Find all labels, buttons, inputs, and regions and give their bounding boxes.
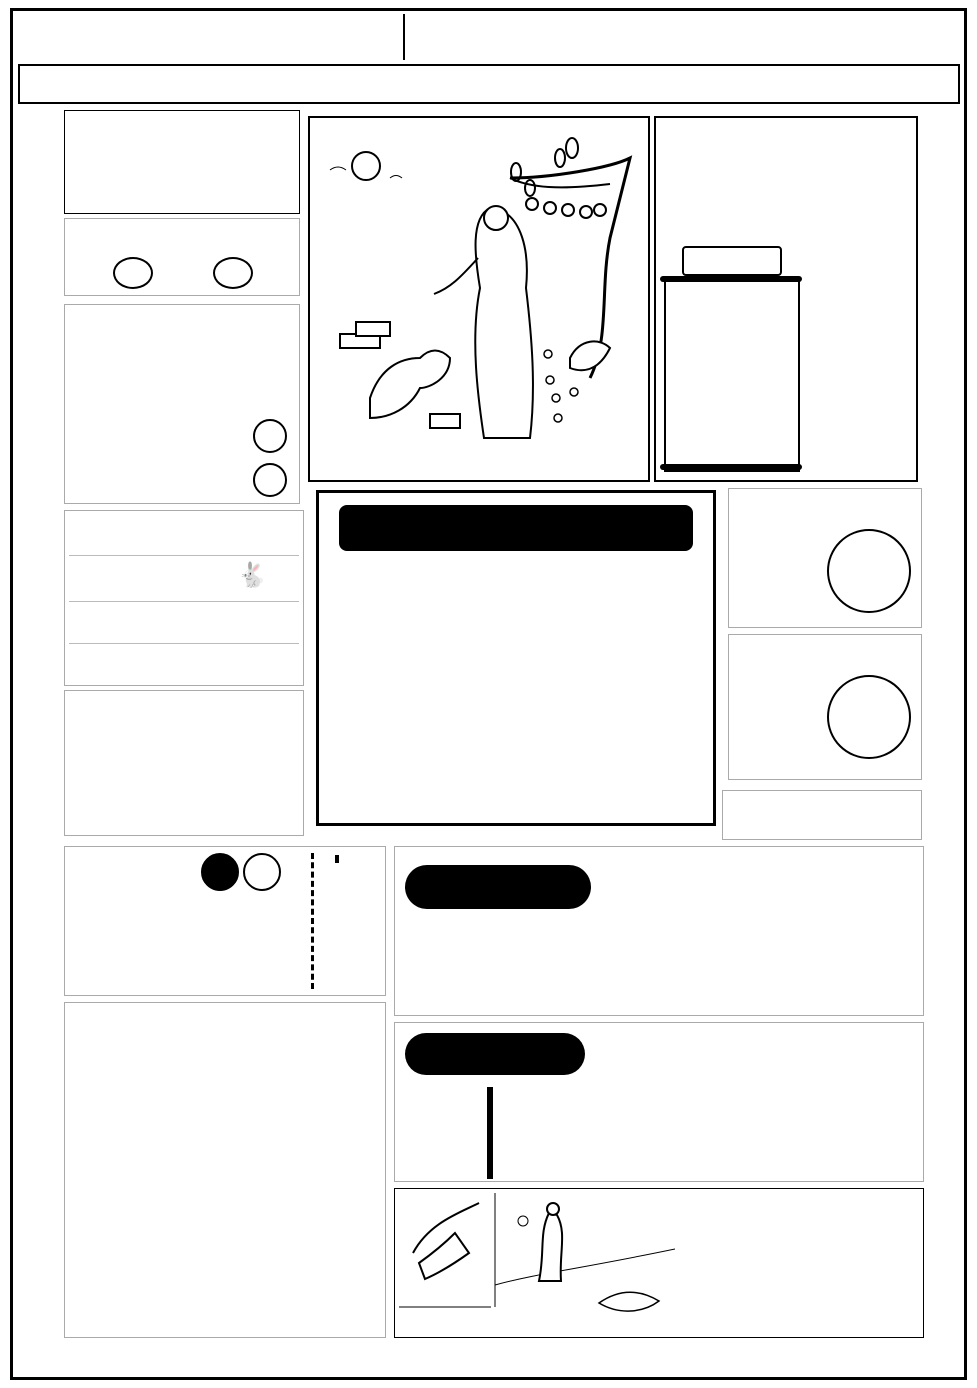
mystic-dash [311, 853, 314, 989]
parity-box [394, 1022, 924, 1182]
header-divider [403, 14, 405, 60]
buy-box [722, 790, 922, 840]
special-number-2 [253, 463, 287, 497]
illustration-box [308, 116, 650, 482]
divider [69, 601, 299, 602]
mystic-title-c [243, 853, 281, 891]
title-panel [654, 116, 918, 482]
total-label [405, 865, 591, 909]
lucky-box [64, 510, 304, 686]
year-stats-2-number [827, 675, 911, 759]
total-box [394, 846, 924, 1016]
mystic-box [64, 846, 386, 996]
brand-band-left [20, 108, 56, 1338]
year-stats-2 [728, 634, 922, 780]
special-box [64, 304, 300, 504]
puzzle-box [64, 1002, 386, 1338]
contribution-box [64, 690, 304, 836]
treasure-map-illustration [310, 118, 648, 480]
divider [69, 643, 299, 644]
parity-label [405, 1033, 585, 1075]
frequency-table-box [64, 110, 300, 214]
mystic-title-b [201, 853, 239, 891]
footer [20, 1344, 960, 1374]
special-number-1 [253, 419, 287, 453]
hot-number-1 [113, 257, 153, 289]
computer-title [339, 505, 693, 551]
computer-analysis-box [316, 490, 716, 826]
parity-divider [487, 1087, 493, 1179]
tip-label [335, 855, 339, 863]
year-stats-1-number [827, 529, 911, 613]
poem-scroll [664, 278, 800, 472]
puzzle-grid [85, 1079, 375, 1331]
divider [69, 555, 299, 556]
computer-numbers [349, 563, 689, 615]
painting-illustration [399, 1193, 675, 1333]
brand-band-right [925, 108, 961, 1338]
painting-box [394, 1188, 924, 1338]
header [18, 14, 960, 60]
hot-cold-box [64, 218, 300, 296]
scroll-rod-top [660, 276, 802, 282]
find-label [682, 246, 782, 276]
rabbit-icon: 🐇 [237, 561, 267, 589]
hot-number-2 [213, 257, 253, 289]
year-stats-1 [728, 488, 922, 628]
brand-band-top [18, 64, 960, 104]
scroll-rod-bottom [660, 464, 802, 470]
